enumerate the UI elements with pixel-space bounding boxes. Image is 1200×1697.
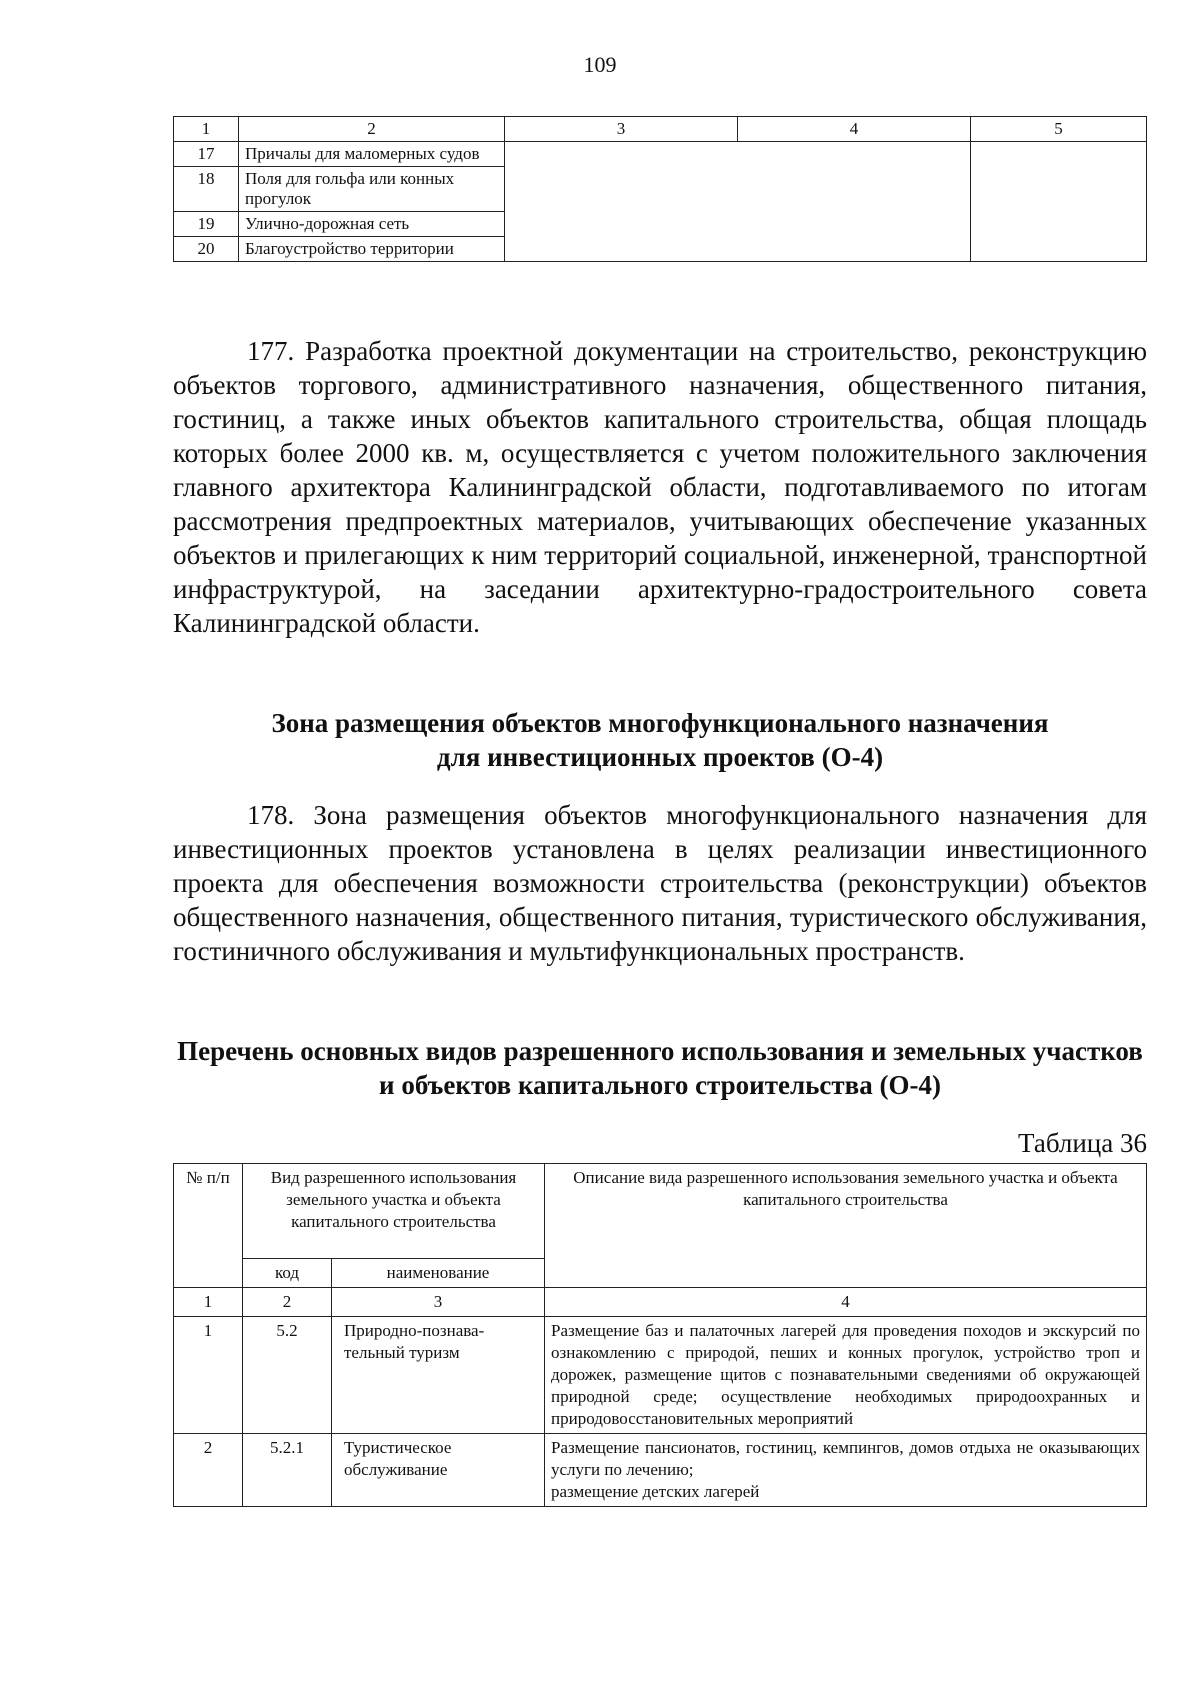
list-heading-line1: Перечень основных видов разрешенного использования и земельных участков — [177, 1036, 1143, 1066]
row-name: Причалы для маломерных судов — [239, 142, 505, 167]
header-description: Описание вида разрешенного использования земельного участка и объекта капитального строительства — [545, 1164, 1147, 1288]
list-heading-line2: и объектов капитального строительства (О-4) — [379, 1070, 941, 1100]
numbering-cell-4: 4 — [545, 1288, 1147, 1317]
row-number: 20 — [174, 237, 239, 262]
header-cell-3: 3 — [505, 117, 738, 142]
table-row — [174, 142, 1147, 167]
page-number: 109 — [583, 52, 617, 77]
numbering-cell-1: 1 — [174, 1288, 243, 1317]
table-row — [174, 1317, 1147, 1434]
row-number: 1 — [174, 1317, 243, 1434]
table-header-row — [174, 1164, 1147, 1259]
row-description — [545, 1434, 1147, 1507]
header-cell-2: 2 — [239, 117, 505, 142]
zone-heading-line1: Зона размещения объектов многофункционального назначения — [271, 708, 1049, 738]
row-code: 5.2.1 — [243, 1434, 332, 1507]
merged-cell-col3 — [505, 142, 738, 262]
paragraph-177: 177. Разработка проектной документации на строительство, реконструкцию объектов торгового, административного назначения, общественного питания, гостиниц, а также иных объектов капитального строительства, общая площадь которых более 2000 кв. м, осуществляется с учетом положительного заключения главного архитектора Калининградской области, подготавливаемого по итогам рассмотрения предпроектных материалов, учитывающих обеспечение указанных объектов и прилегающих к ним территорий социальной, инженерной, транспортной инфраструктурой, на заседании архитектурно-градостроительного совета Калининградской области. — [173, 336, 1147, 638]
zone-heading-line2: для инвестиционных проектов (О-4) — [436, 742, 884, 772]
row-name: Туристическое обслуживание — [332, 1434, 545, 1507]
row-number: 17 — [174, 142, 239, 167]
header-code: код — [243, 1259, 332, 1288]
paragraph-178: 178. Зона размещения объектов многофункционального назначения для инвестиционных проектов установлена в целях реализации инвестиционного проекта для обеспечения возможности строительства (реконструкции) объектов общественного назначения, общественного питания, туристического обслуживания, гостиничного обслуживания и мультифункциональных пространств. — [173, 800, 1147, 966]
table-label: Таблица 36 — [1018, 1128, 1147, 1158]
table-row — [174, 1434, 1147, 1507]
table-numbering-row — [174, 1288, 1147, 1317]
list-heading — [173, 1034, 1147, 1102]
row-name: Природно-познава-тельный туризм — [332, 1317, 545, 1434]
header-kind: Вид разрешенного использования земельного участка и объекта капитального строительства — [243, 1164, 545, 1259]
continuation-table — [173, 116, 1147, 262]
header-cell-5: 5 — [971, 117, 1147, 142]
description-line: Размещение пансионатов, гостиниц, кемпингов, домов отдыха не оказывающих услуги по лечению; — [551, 1438, 1140, 1479]
merged-cell-col4 — [738, 142, 971, 262]
merged-cell-col5 — [971, 142, 1147, 262]
row-code: 5.2 — [243, 1317, 332, 1434]
row-description: Размещение баз и палаточных лагерей для проведения походов и экскурсий по ознакомлению с природой, пеших и конных прогулок, устройство троп и дорожек, размещение щитов с познавательными сведениями об окружающей природной среде; осуществление необходимых природоохранных и природовосстановительных мероприятий — [545, 1317, 1147, 1434]
permitted-use-table — [173, 1163, 1147, 1507]
row-name: Поля для гольфа или конных прогулок — [239, 167, 505, 212]
header-cell-1: 1 — [174, 117, 239, 142]
row-number: 2 — [174, 1434, 243, 1507]
description-line: размещение детских лагерей — [551, 1482, 760, 1501]
numbering-cell-2: 2 — [243, 1288, 332, 1317]
header-number: № п/п — [174, 1164, 243, 1288]
header-name: наименование — [332, 1259, 545, 1288]
row-name: Благоустройство территории — [239, 237, 505, 262]
row-name: Улично-дорожная сеть — [239, 212, 505, 237]
header-cell-4: 4 — [738, 117, 971, 142]
row-number: 19 — [174, 212, 239, 237]
zone-heading — [173, 706, 1147, 774]
numbering-cell-3: 3 — [332, 1288, 545, 1317]
table-header-row — [174, 117, 1147, 142]
row-number: 18 — [174, 167, 239, 212]
